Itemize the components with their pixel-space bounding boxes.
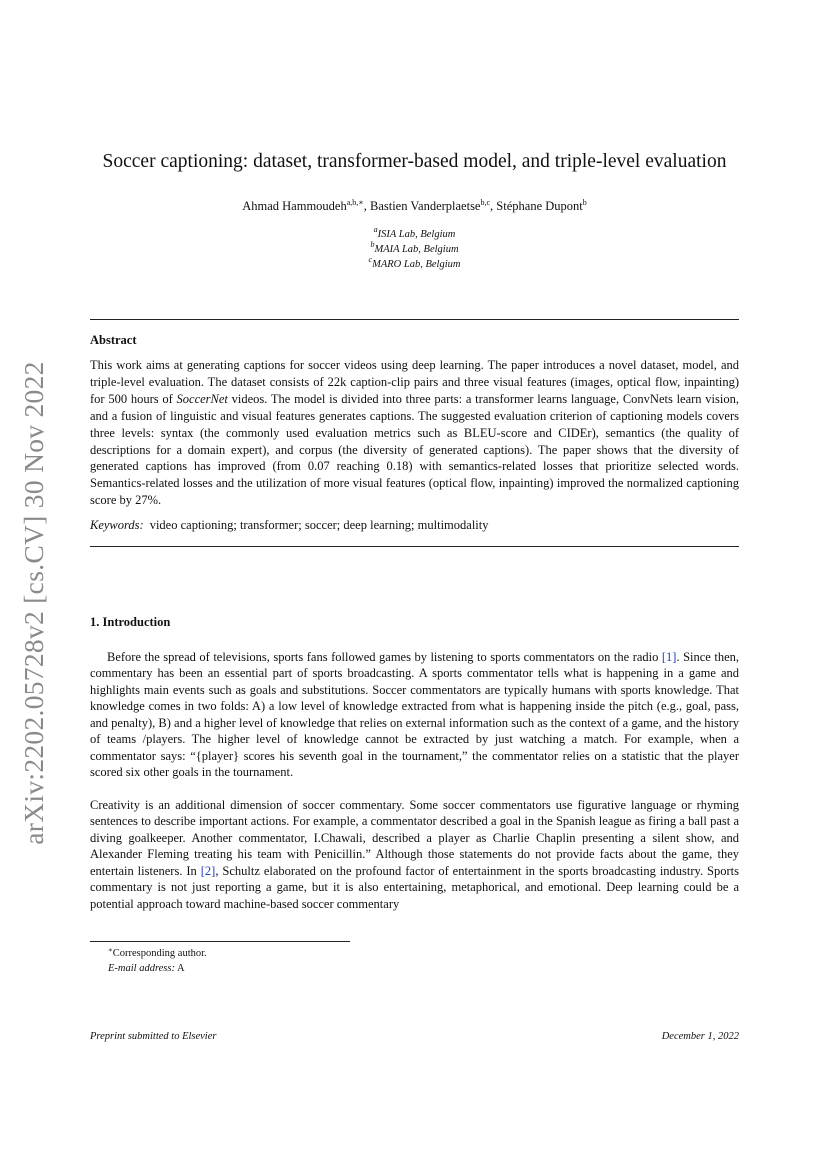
author-list xyxy=(90,197,739,215)
introduction-paragraph xyxy=(90,797,739,912)
citation-link[interactable]: [1] xyxy=(661,650,677,664)
footnote-text: Corresponding author. xyxy=(112,948,207,959)
author-name: Ahmad Hammoudeh xyxy=(242,199,347,213)
paper-title: Soccer captioning: dataset, transformer-based model, and triple-level evaluation xyxy=(102,151,727,172)
author-affiliation-marks: a,b,∗ xyxy=(346,198,364,207)
abstract-text: This work aims at generating captions for soccer videos using deep learning. The paper introduces a novel dataset, model, and triple-level evaluation. The dataset consists of 22k caption-clip pairs and three visual features (images, optical flow, inpainting) for 500 hours of xyxy=(90,358,739,406)
paragraph-text: . Since then, commentary has been an essential part of sports broadcasting. A sports commentator tells what is happening in a game and highlights main events such as goals and substitutions. Soccer commentators are typically humans with sports knowledge. That knowledge comes in two folds: A) a low level of knowledge extracted from what is happening inside the pitch (e.g., goal, pass, and penalty), B) and a higher level of knowledge that relies on external information such as the context of a game, and the history of teams /players. The higher level of knowledge cannot be extracted by just watching a match. For example, when a commentator says: “{player} scores his seventh goal in the tournament,” the commentator relies on a statistic that the player scored six other goals in the tournament. xyxy=(90,650,739,780)
affiliation-mark: a xyxy=(373,225,378,234)
affiliation xyxy=(90,242,739,257)
affiliation xyxy=(90,257,739,272)
affiliation xyxy=(90,227,739,242)
keywords-line xyxy=(90,517,739,534)
footnote-mark: ∗ xyxy=(108,946,113,954)
author-name: Stéphane Dupont xyxy=(496,199,583,213)
affiliation-text: ISIA Lab, Belgium xyxy=(377,229,456,240)
author-affiliation-marks: b xyxy=(582,198,587,207)
affiliation-text: MAIA Lab, Belgium xyxy=(374,244,459,255)
introduction-paragraph xyxy=(90,649,739,781)
abstract-heading: Abstract xyxy=(90,333,137,347)
abstract-text: videos. The model is divided into three parts: a transformer learns language, ConvNets learn vision, and a fusion of linguistic and visual features generates captions. The suggested evaluation criterion of captioning models covers three levels: syntax (the commonly used evaluation metrics such as BLEU-score and CIDEr), semantics (the quality of descriptions for a domain expert), and corpus (the diversity of generated captions). The paper shows that the diversity of generated captions has improved (from 0.07 reaching 0.18) with semantics-related losses that prioritize selected words. Semantics-related losses and the utilization of more visual features (optical flow, inpainting) improved the normalized captioning score by 27%. xyxy=(90,391,739,508)
abstract-body xyxy=(90,357,739,509)
section-heading-introduction: 1. Introduction xyxy=(90,615,171,629)
citation-link[interactable]: [2] xyxy=(200,863,216,878)
arxiv-identifier-stamp: arXiv:2202.05728v2 [cs.CV] 30 Nov 2022 xyxy=(18,361,49,845)
footer-preprint-note: Preprint submitted to Elsevier xyxy=(90,1031,217,1042)
footnote-email xyxy=(108,961,207,976)
author-affiliation-marks: b,c xyxy=(480,198,491,207)
author-name: Bastien Vanderplaetse xyxy=(369,199,481,213)
footnote-corresponding xyxy=(108,946,207,961)
abstract-bottom-rule xyxy=(90,546,739,547)
affiliation-mark: b xyxy=(370,240,375,249)
keywords-text: video captioning; transformer; soccer; deep learning; multimodality xyxy=(149,518,489,532)
paragraph-text: Creativity is an additional dimension of soccer commentary. Some soccer commentators use figurative language or rhyming sentences to describe important actions. For example, a commentator described a goal in the Spanish league as firing a ball past a diving goalkeeper. Another commentator, I.Chawali, described a player as Charlie Chaplin presenting a silent show, and Alexander Fleming treating his team with Penicillin.” Although those statements do not provide facts about the game, they entertain listeners. In xyxy=(90,798,739,878)
footnote-email-value: A xyxy=(177,963,185,974)
footnote-rule xyxy=(90,941,350,942)
footnotes xyxy=(108,946,207,976)
footer-date: December 1, 2022 xyxy=(661,1031,739,1042)
affiliation-mark: c xyxy=(368,255,373,264)
affiliation-text: MARO Lab, Belgium xyxy=(372,259,461,270)
author-separator: , xyxy=(363,199,370,213)
paragraph-text: Before the spread of televisions, sports fans followed games by listening to sports commentators on the radio xyxy=(107,650,662,664)
footnote-email-label: E-mail address: xyxy=(108,963,175,974)
abstract-dataset-name: SoccerNet xyxy=(176,391,228,406)
abstract-top-rule xyxy=(90,319,739,320)
author-separator: , xyxy=(490,199,497,213)
affiliation-list xyxy=(90,227,739,272)
keywords-label: Keywords: xyxy=(90,518,144,532)
paragraph-text: , Schultz elaborated on the profound factor of entertainment in the sports broadcasting industry. Sports commentary is not just reporting a game, but it is also entertaining, metaphorical, and emotional. Deep learning could be a potential approach toward machine-based soccer commentary xyxy=(90,863,739,911)
